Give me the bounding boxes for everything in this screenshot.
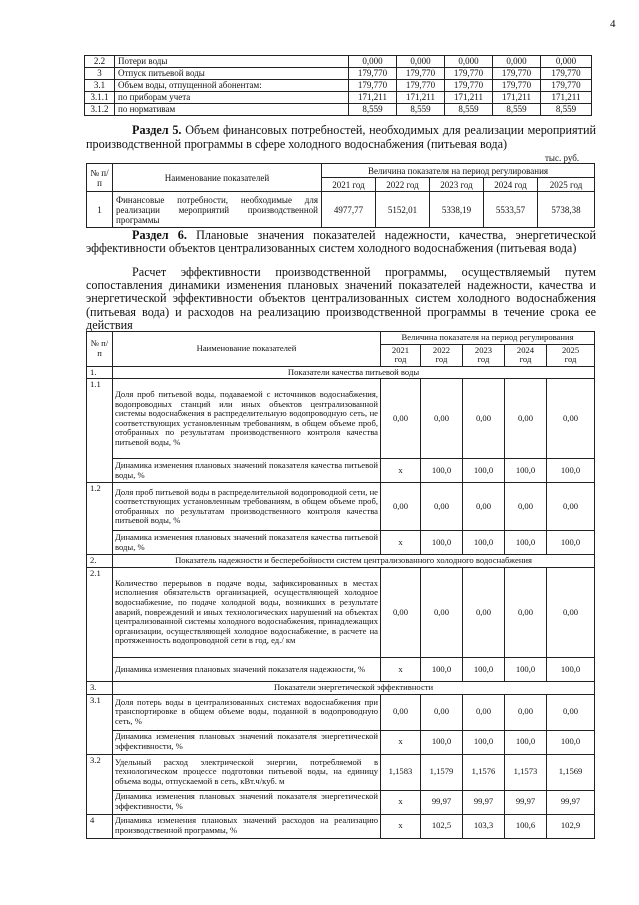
- row-value: 100,0: [547, 459, 595, 483]
- row-number: 3.1.1: [85, 92, 115, 104]
- year-header: [547, 344, 595, 366]
- table-row: [87, 790, 595, 814]
- table3-header-name: Наименование показателей: [113, 332, 381, 367]
- row-number: 1.2: [87, 483, 113, 555]
- row-value: 100,0: [463, 459, 505, 483]
- row-value: 8,559: [445, 104, 493, 116]
- year-header: 2021 год: [322, 178, 376, 192]
- row-value: 179,770: [541, 68, 592, 80]
- year-unit: год: [394, 354, 407, 365]
- row-value: 0,00: [381, 379, 421, 459]
- row-value: 0,00: [381, 483, 421, 531]
- row-value: 179,770: [493, 68, 541, 80]
- row-value: 0,00: [421, 379, 463, 459]
- water-balance-table: [84, 55, 592, 116]
- year-header: [463, 344, 505, 366]
- section-number: 1.: [87, 366, 113, 379]
- year-header: [505, 344, 547, 366]
- row-value: 0,00: [505, 567, 547, 657]
- row-value: х: [381, 531, 421, 555]
- row-value: 0,00: [381, 567, 421, 657]
- year-unit: год: [435, 354, 448, 365]
- row-value: 0,000: [445, 56, 493, 68]
- table2-value: 4977,77: [322, 192, 376, 228]
- table-row: [87, 531, 595, 555]
- row-value: 171,211: [493, 92, 541, 104]
- section-number: 2.: [87, 555, 113, 568]
- row-name: Объем воды, отпущенной абонентам:: [115, 80, 349, 92]
- year-header: 2022 год: [376, 178, 430, 192]
- row-value: 0,000: [541, 56, 592, 68]
- table2-value: 5152,01: [376, 192, 430, 228]
- row-name: Динамика изменения плановых значений показателя качества питьевой воды, %: [113, 459, 381, 483]
- row-name: Динамика изменения плановых значений показателя качества питьевой воды, %: [113, 531, 381, 555]
- row-value: 0,00: [421, 567, 463, 657]
- row-value: 100,0: [505, 657, 547, 681]
- row-name: Динамика изменения плановых значений показателя надежности, %: [113, 657, 381, 681]
- row-name: по приборам учета: [115, 92, 349, 104]
- row-value: 100,0: [463, 657, 505, 681]
- table-row: [87, 567, 595, 657]
- row-value: 100,0: [505, 531, 547, 555]
- row-value: 0,00: [547, 483, 595, 531]
- table2-header-num: № п/п: [87, 164, 113, 192]
- table2-value: 5533,57: [484, 192, 538, 228]
- row-value: 179,770: [445, 80, 493, 92]
- row-value: 179,770: [541, 80, 592, 92]
- row-value: 171,211: [541, 92, 592, 104]
- row-name: Динамика изменения плановых значений показателя энергетической эффективности, %: [113, 730, 381, 754]
- row-value: 8,559: [397, 104, 445, 116]
- section5-title: Раздел 5. Объем финансовых потребностей, необходимых для реализации мероприятий производственной программы в сфере холодного водоснабжения (питьевая вода): [86, 123, 596, 151]
- row-value: 102,5: [421, 814, 463, 838]
- year-value: 2023: [474, 344, 493, 355]
- row-value: х: [381, 790, 421, 814]
- year-header: 2023 год: [430, 178, 484, 192]
- row-value: 0,00: [463, 694, 505, 730]
- year-value: 2022: [432, 344, 451, 355]
- table2-value: 5738,38: [538, 192, 595, 228]
- row-value: 1,1569: [547, 754, 595, 790]
- table-row: [85, 56, 592, 68]
- year-unit: год: [477, 354, 490, 365]
- table-row: [87, 730, 595, 754]
- row-value: х: [381, 814, 421, 838]
- section-number: 3.: [87, 681, 113, 694]
- table-row: [87, 694, 595, 730]
- row-number: 3.1.2: [85, 104, 115, 116]
- page-number: 4: [610, 18, 616, 30]
- row-value: 100,0: [547, 531, 595, 555]
- table-row: [85, 80, 592, 92]
- row-value: 0,00: [547, 567, 595, 657]
- row-name: Доля потерь воды в централизованных системах водоснабжения при транспортировке в общем объеме воды, поданной в водопроводную сеть, %: [113, 694, 381, 730]
- section6-title: Раздел 6. Плановые значения показателей надежности, качества, энергетической эффективности объектов централизованных систем холодного водоснабжения (питьевая вода): [86, 228, 596, 255]
- row-value: 1,1573: [505, 754, 547, 790]
- unit-label: тыс. руб.: [545, 153, 580, 163]
- row-value: 0,00: [505, 379, 547, 459]
- row-value: 179,770: [349, 80, 397, 92]
- row-value: 0,000: [397, 56, 445, 68]
- row-value: 0,00: [547, 694, 595, 730]
- row-number: 3.1: [85, 80, 115, 92]
- row-value: 99,97: [421, 790, 463, 814]
- row-value: 0,00: [463, 379, 505, 459]
- row-value: 100,0: [505, 730, 547, 754]
- row-value: 179,770: [349, 68, 397, 80]
- table-row: [85, 104, 592, 116]
- section6-paragraph: Расчет эффективности производственной программы, осуществляемый путем сопоставления динамики изменения плановых значений показателей надежности, качества и энергетической эффективности объектов централизованных систем холодного водоснабжения (питьевая вода) и расходов на реализацию производственной программы в течение срока ее действия: [86, 265, 596, 332]
- row-value: 99,97: [547, 790, 595, 814]
- year-value: 2021: [391, 344, 410, 355]
- row-value: 0,000: [349, 56, 397, 68]
- row-value: 171,211: [445, 92, 493, 104]
- year-value: 2024: [516, 344, 535, 355]
- year-header: 2024 год: [484, 178, 538, 192]
- row-value: 103,3: [463, 814, 505, 838]
- table-row: [87, 379, 595, 459]
- row-value: 1,1583: [381, 754, 421, 790]
- section-title: Показатели качества питьевой воды: [113, 366, 595, 379]
- year-value: 2025: [561, 344, 580, 355]
- row-value: 0,000: [493, 56, 541, 68]
- row-value: 0,00: [421, 483, 463, 531]
- row-value: 1,1576: [463, 754, 505, 790]
- year-header: 2025 год: [538, 178, 595, 192]
- row-value: 100,0: [421, 531, 463, 555]
- row-value: 8,559: [493, 104, 541, 116]
- row-value: 102,9: [547, 814, 595, 838]
- section-row: [87, 681, 595, 694]
- row-value: 100,0: [463, 531, 505, 555]
- row-value: 100,0: [463, 730, 505, 754]
- indicators-table: [86, 331, 595, 839]
- row-value: 1,1579: [421, 754, 463, 790]
- row-value: 0,00: [505, 483, 547, 531]
- row-value: 99,97: [463, 790, 505, 814]
- section-row: [87, 555, 595, 568]
- row-number: 3.1: [87, 694, 113, 754]
- row-value: 100,0: [421, 730, 463, 754]
- row-name: Доля проб питьевой воды в распределительной водопроводной сети, не соответствующих установленным требованиям, в общем объеме проб, отобранных по результатам производственного контроля качества питьевой воды, %: [113, 483, 381, 531]
- table3-header-period: Величина показателя на период регулирования: [381, 332, 595, 345]
- row-name: Отпуск питьевой воды: [115, 68, 349, 80]
- table-row: [85, 68, 592, 80]
- row-number: 2.2: [85, 56, 115, 68]
- row-name: Динамика изменения плановых значений показателя энергетической эффективности, %: [113, 790, 381, 814]
- row-value: 171,211: [397, 92, 445, 104]
- row-value: 179,770: [397, 68, 445, 80]
- row-value: 100,0: [421, 657, 463, 681]
- row-number: 2.1: [87, 567, 113, 681]
- table-row: [87, 657, 595, 681]
- row-value: 100,0: [547, 657, 595, 681]
- row-value: 100,0: [505, 459, 547, 483]
- financial-needs-table: [86, 163, 595, 228]
- table2-header-period: Величина показателя на период регулирования: [322, 164, 595, 178]
- row-value: 179,770: [397, 80, 445, 92]
- row-value: 8,559: [349, 104, 397, 116]
- year-unit: год: [519, 354, 532, 365]
- row-value: 0,00: [421, 694, 463, 730]
- row-number: 4: [87, 814, 113, 838]
- row-number: 3.2: [87, 754, 113, 814]
- table-row: [87, 814, 595, 838]
- table-row: [85, 92, 592, 104]
- table-row: [87, 483, 595, 531]
- row-value: 100,0: [547, 730, 595, 754]
- row-value: 99,97: [505, 790, 547, 814]
- table2-header-name: Наименование показателей: [113, 164, 322, 192]
- table-row: [87, 459, 595, 483]
- table2-value: 5338,19: [430, 192, 484, 228]
- row-value: 100,0: [421, 459, 463, 483]
- row-value: х: [381, 459, 421, 483]
- section-row: [87, 366, 595, 379]
- row-name: Количество перерывов в подаче воды, зафиксированных в местах исполнения обязательств организацией, осуществляющей холодное водоснабжение, по подаче холодной воды, возникших в результате аварий, повреждений и иных технологических нарушений на объектах централизованной системы холодного водоснабжения, принадлежащих организации, осуществляющей холодное водоснабжение, в расчете на протяженность водопроводной сети в год, ед./ км: [113, 567, 381, 657]
- table2-row-num: 1: [87, 192, 113, 228]
- row-value: 0,00: [505, 694, 547, 730]
- row-value: х: [381, 657, 421, 681]
- row-value: 0,00: [463, 483, 505, 531]
- row-value: 0,00: [463, 567, 505, 657]
- section-title: Показатель надежности и бесперебойности систем централизованного холодного водоснабжения: [113, 555, 595, 568]
- row-value: 171,211: [349, 92, 397, 104]
- year-header: [381, 344, 421, 366]
- row-value: 179,770: [493, 80, 541, 92]
- section-title: Показатели энергетической эффективности: [113, 681, 595, 694]
- row-value: 8,559: [541, 104, 592, 116]
- table2-row-name: Финансовые потребности, необходимые для реализации мероприятий производственной программы: [113, 192, 322, 228]
- row-number: 3: [85, 68, 115, 80]
- year-unit: год: [564, 354, 577, 365]
- row-value: 179,770: [445, 68, 493, 80]
- row-name: Динамика изменения плановых значений расходов на реализацию производственной программы, %: [113, 814, 381, 838]
- table-row: [87, 754, 595, 790]
- row-name: Доля проб питьевой воды, подаваемой с источников водоснабжения, водопроводных станций или иных объектов централизованной системы водоснабжения в распределительную водопроводную сеть, не соответствующих установленным требованиям, в общем объеме проб, отобранных по результатам производственного контроля качества питьевой воды, %: [113, 379, 381, 459]
- row-name: по нормативам: [115, 104, 349, 116]
- row-value: 0,00: [547, 379, 595, 459]
- row-value: 100,6: [505, 814, 547, 838]
- table3-header-num: № п/п: [87, 332, 113, 367]
- row-value: х: [381, 730, 421, 754]
- row-number: 1.1: [87, 379, 113, 483]
- row-value: 0,00: [381, 694, 421, 730]
- row-name: Удельный расход электрической энергии, потребляемой в технологическом процессе подготовки питьевой воды, на единицу объема воды, отпускаемой в сеть, кВт.ч/куб. м: [113, 754, 381, 790]
- row-name: Потери воды: [115, 56, 349, 68]
- year-header: [421, 344, 463, 366]
